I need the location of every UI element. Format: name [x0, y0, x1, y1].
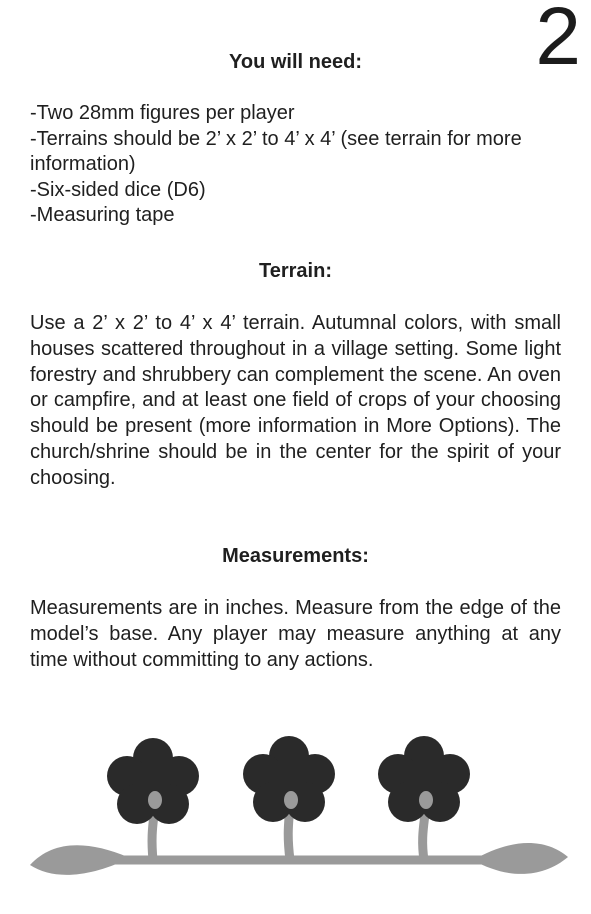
- page-number: 2: [535, 0, 581, 82]
- right-leaf: [473, 843, 568, 874]
- list-item: -Terrains should be 2’ x 2’ to 4’ x 4’ (see terrain for more information): [30, 127, 522, 175]
- needs-heading: You will need:: [229, 51, 362, 73]
- flower-left: [107, 738, 199, 824]
- flower-vine-icon: [28, 728, 573, 908]
- flower-middle: [243, 736, 335, 822]
- terrain-heading: Terrain:: [259, 260, 332, 282]
- list-item: -Two 28mm figures per player: [30, 102, 295, 124]
- measurements-heading: Measurements:: [222, 545, 369, 567]
- left-leaf: [30, 845, 130, 875]
- list-item: -Measuring tape: [30, 204, 175, 226]
- measurements-paragraph: Measurements are in inches. Measure from the edge of the model’s base. Any player may measure anything at any time without committing to any actions.: [30, 597, 561, 671]
- terrain-paragraph: Use a 2’ x 2’ to 4’ x 4’ terrain. Autumnal colors, with small houses scattered throughout in a village setting. Some light forestry and shrubbery can complement the scene. An oven or campfire, and at least one field of crops of your choosing should be present (more information in More Options). The church/shrine should be in the center for the spirit of your choosing.: [30, 312, 561, 489]
- flower-right: [378, 736, 470, 822]
- list-item: -Six-sided dice (D6): [30, 178, 206, 201]
- needs-list: [30, 101, 570, 229]
